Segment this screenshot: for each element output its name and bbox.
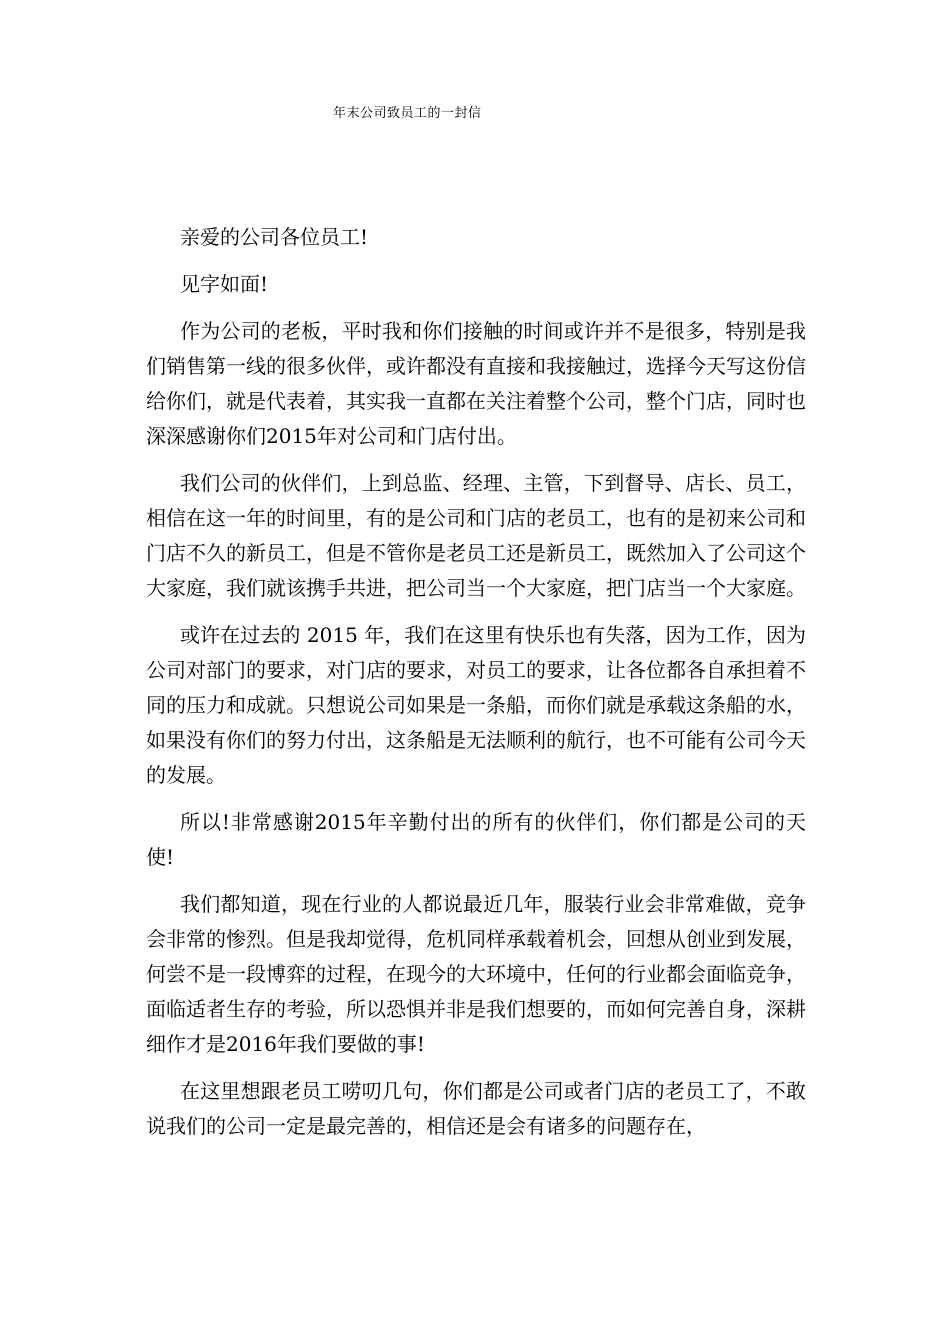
greeting-line: 见字如面! [180, 272, 269, 296]
salutation: 亲爱的公司各位员工! [180, 225, 369, 249]
document-header-title: 年末公司致员工的一封信 [333, 106, 482, 121]
body-paragraph: 我们都知道，现在行业的人都说最近几年，服装行业会非常难做，竞争会非常的惨烈。但是我却觉得，危机同样承载着机会，回想从创业到发展，何尝不是一段博弈的过程，在现今的大环境中，任何的行业都会面临竞争，面临适者生存的考验，所以恐惧并非是我们想要的，而如何完善自身，深耕细作才是2016年我们要做的事! [146, 892, 806, 1056]
body-paragraph: 作为公司的老板，平时我和你们接触的时间或许并不是很多，特别是我们销售第一线的很多伙伴，或许都没有直接和我接触过，选择今天写这份信给你们，就是代表着，其实我一直都在关注着整个公司，整个门店，同时也深深感谢你们2015年对公司和门店付出。 [146, 319, 806, 448]
body-paragraph: 我们公司的伙伴们，上到总监、经理、主管，下到督导、店长、员工，相信在这一年的时间里，有的是公司和门店的老员工，也有的是初来公司和门店不久的新员工，但是不管你是老员工还是新员工，既然加入了公司这个大家庭，我们就该携手共进，把公司当一个大家庭，把门店当一个大家庭。 [146, 471, 806, 600]
letter-body [146, 220, 806, 1156]
body-paragraph: 在这里想跟老员工唠叨几句，你们都是公司或者门店的老员工了，不敢说我们的公司一定是最完善的，相信还是会有诸多的问题存在， [146, 1079, 806, 1138]
body-paragraph: 所以!非常感谢2015年辛勤付出的所有的伙伴们，你们都是公司的天使! [146, 810, 806, 869]
body-paragraph: 或许在过去的 2015 年，我们在这里有快乐也有失落，因为工作，因为公司对部门的要求，对门店的要求，对员工的要求，让各位都各自承担着不同的压力和成就。只想说公司如果是一条船，而你们就是承载这条船的水，如果没有你们的努力付出，这条船是无法顺利的航行，也不可能有公司今天的发展。 [146, 623, 806, 787]
